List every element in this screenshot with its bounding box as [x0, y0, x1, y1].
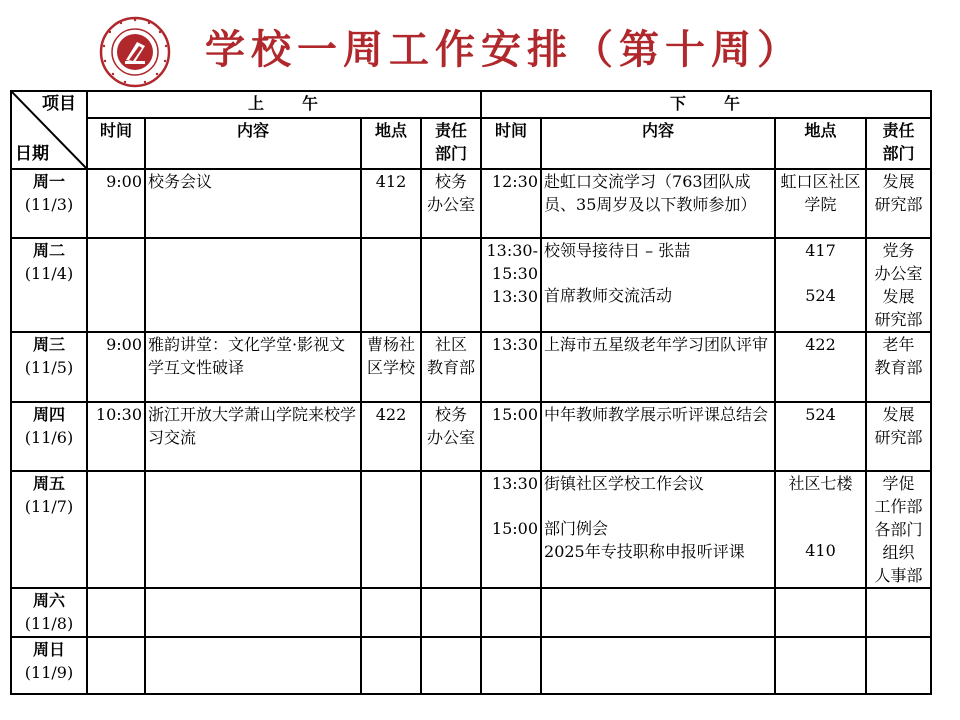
pm-content-cell: 上海市五星级老年学习团队评审 [541, 332, 775, 402]
corner-date-label: 日期 [15, 144, 49, 164]
day-row-monday [11, 169, 931, 238]
pm-time-cell: 13:30 [481, 332, 541, 402]
day-cell: 周四 (11/6) [11, 402, 87, 471]
pm-time-cell [481, 637, 541, 694]
am-dept-cell [421, 238, 481, 332]
day-row-thursday [11, 402, 931, 471]
pm-content-cell [541, 637, 775, 694]
morning-header: 上 午 [87, 91, 481, 118]
am-place-cell [361, 637, 421, 694]
page-header [0, 0, 960, 90]
am-time-cell [87, 238, 145, 332]
day-cell: 周一 (11/3) [11, 169, 87, 238]
pm-content-cell: 中年教师教学展示听评课总结会 [541, 402, 775, 471]
am-place-header: 地点 [361, 118, 421, 169]
am-content-cell: 浙江开放大学萧山学院来校学习交流 [145, 402, 361, 471]
am-dept-cell [421, 637, 481, 694]
weekly-schedule-table [10, 90, 932, 695]
university-logo [99, 16, 171, 88]
am-dept-cell: 社区 教育部 [421, 332, 481, 402]
pm-dept-cell: 党务 办公室 发展 研究部 [866, 238, 931, 332]
pm-place-header: 地点 [775, 118, 866, 169]
day-row-tuesday [11, 238, 931, 332]
pm-place-cell: 524 [775, 402, 866, 471]
pm-content-header: 内容 [541, 118, 775, 169]
am-dept-cell: 校务 办公室 [421, 169, 481, 238]
pm-content-cell: 赴虹口交流学习（763团队成员、35周岁及以下教师参加） [541, 169, 775, 238]
day-cell: 周二 (11/4) [11, 238, 87, 332]
am-place-cell: 412 [361, 169, 421, 238]
am-time-header: 时间 [87, 118, 145, 169]
afternoon-header: 下 午 [481, 91, 931, 118]
am-content-header: 内容 [145, 118, 361, 169]
am-dept-header: 责任 部门 [421, 118, 481, 169]
am-content-cell [145, 471, 361, 588]
am-content-cell: 校务会议 [145, 169, 361, 238]
pm-time-cell [481, 588, 541, 637]
am-time-cell [87, 471, 145, 588]
pm-dept-cell [866, 637, 931, 694]
am-content-cell [145, 637, 361, 694]
am-time-cell [87, 637, 145, 694]
am-time-cell: 9:00 [87, 169, 145, 238]
pm-dept-cell: 发展 研究部 [866, 402, 931, 471]
am-time-cell: 9:00 [87, 332, 145, 402]
day-row-friday [11, 471, 931, 588]
pm-time-cell: 13:30 15:00 [481, 471, 541, 588]
pm-time-cell: 12:30 [481, 169, 541, 238]
page-title: 学校一周工作安排（第十周） [205, 26, 803, 73]
day-cell: 周日 (11/9) [11, 637, 87, 694]
pm-dept-cell: 学促 工作部 各部门 组织 人事部 [866, 471, 931, 588]
pm-dept-cell [866, 588, 931, 637]
pm-time-cell: 13:30- 15:30 13:30 [481, 238, 541, 332]
header-row-columns [11, 118, 931, 169]
day-cell: 周六 (11/8) [11, 588, 87, 637]
pm-place-cell: 422 [775, 332, 866, 402]
am-time-cell [87, 588, 145, 637]
pm-dept-cell: 发展 研究部 [866, 169, 931, 238]
am-content-cell [145, 588, 361, 637]
day-cell: 周三 (11/5) [11, 332, 87, 402]
am-content-cell [145, 238, 361, 332]
pm-time-cell: 15:00 [481, 402, 541, 471]
am-place-cell [361, 238, 421, 332]
corner-cell [11, 91, 87, 169]
pm-dept-cell: 老年 教育部 [866, 332, 931, 402]
pm-place-cell [775, 637, 866, 694]
am-place-cell: 曹杨社区学校 [361, 332, 421, 402]
pm-content-cell: 校领导接待日 – 张喆 首席教师交流活动 [541, 238, 775, 332]
pm-dept-header: 责任 部门 [866, 118, 931, 169]
day-row-wednesday [11, 332, 931, 402]
day-row-sunday [11, 637, 931, 694]
pm-time-header: 时间 [481, 118, 541, 169]
pm-place-cell: 社区七楼 410 [775, 471, 866, 588]
corner-project-label: 项目 [42, 94, 76, 114]
pm-content-cell: 街镇社区学校工作会议 部门例会 2025年专技职称申报听评课 [541, 471, 775, 588]
am-place-cell [361, 588, 421, 637]
am-dept-cell [421, 588, 481, 637]
am-dept-cell [421, 471, 481, 588]
am-place-cell [361, 471, 421, 588]
day-row-saturday [11, 588, 931, 637]
header-row-halves [11, 91, 931, 118]
pm-place-cell: 虹口区社区学院 [775, 169, 866, 238]
pm-place-cell: 417 524 [775, 238, 866, 332]
day-cell: 周五 (11/7) [11, 471, 87, 588]
am-dept-cell: 校务 办公室 [421, 402, 481, 471]
pm-content-cell [541, 588, 775, 637]
am-place-cell: 422 [361, 402, 421, 471]
pm-place-cell [775, 588, 866, 637]
am-content-cell: 雅韵讲堂：文化学堂·影视文学互文性破译 [145, 332, 361, 402]
am-time-cell: 10:30 [87, 402, 145, 471]
